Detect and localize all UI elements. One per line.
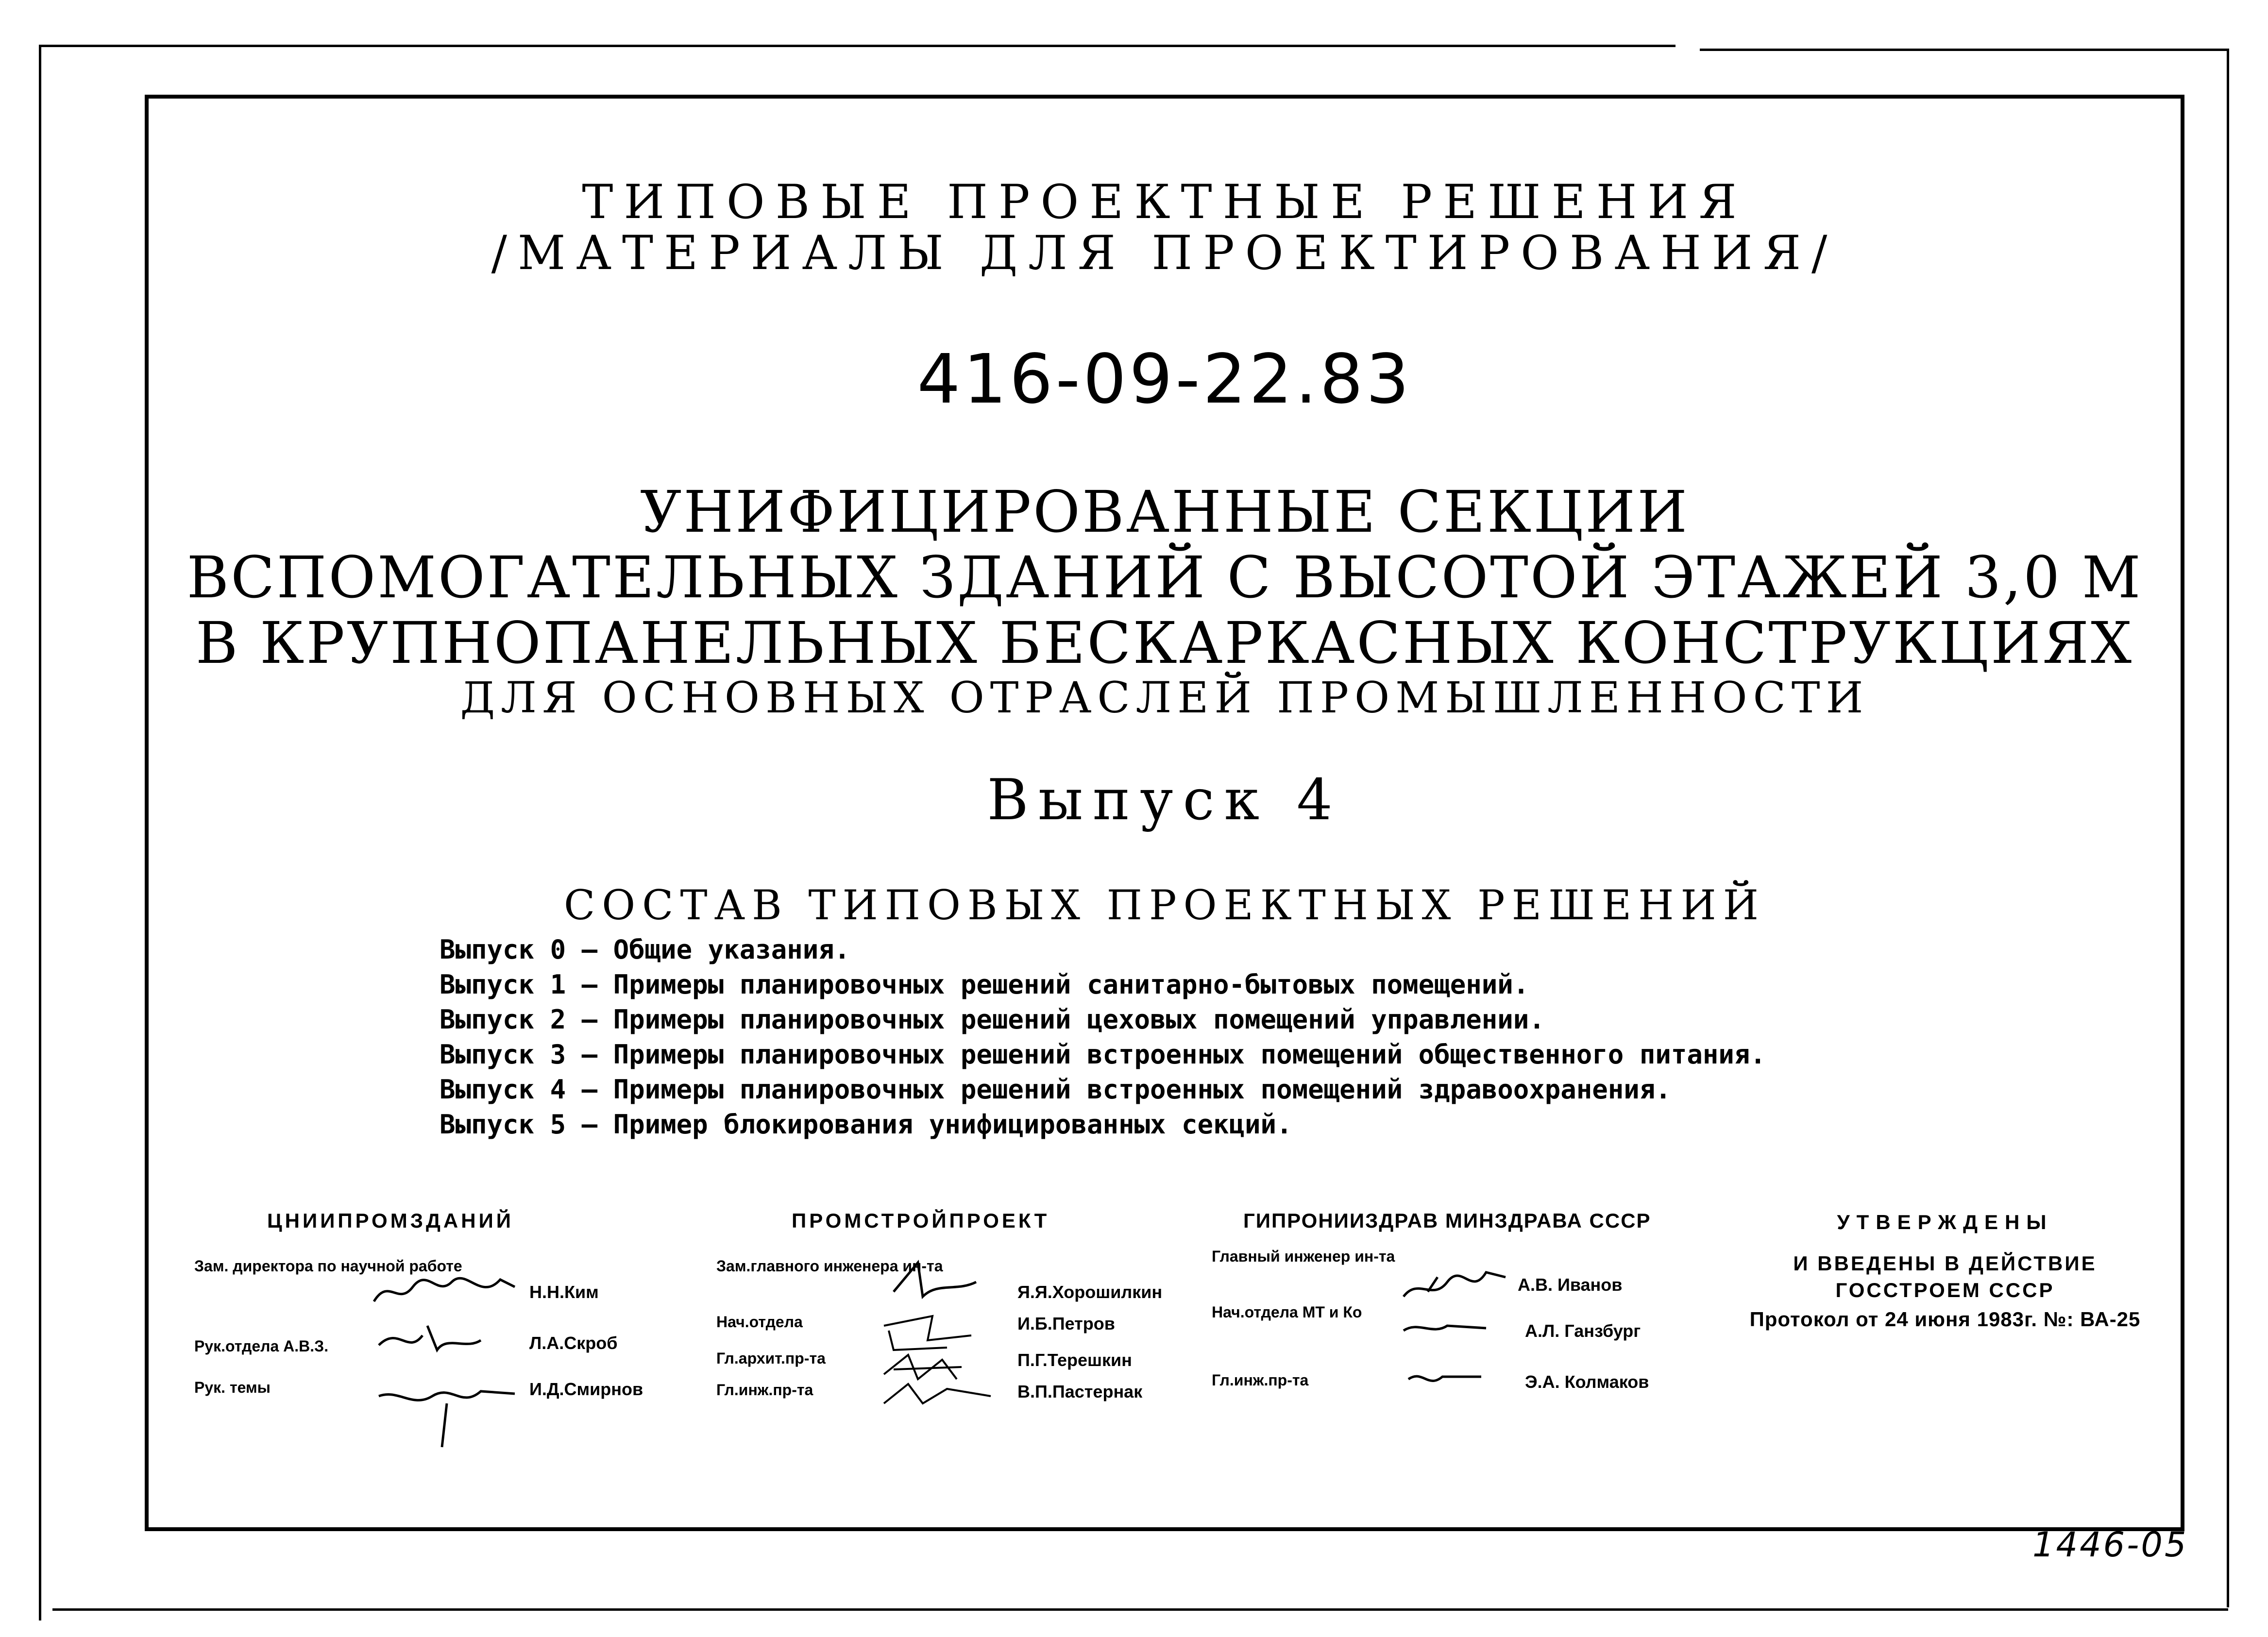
issue-label: Выпуск 4 [987,767,1342,833]
approval-line-1: УТВЕРЖДЕНЫ [1837,1211,2053,1233]
issues-list [440,932,1766,1142]
contents-heading: СОСТАВ ТИПОВЫХ ПРОЕКТНЫХ РЕШЕНИЙ [564,881,1765,929]
org2-position-1: Зам.главного инженера ин-та [716,1257,943,1275]
org2-name-2: И.Б.Петров [1017,1314,1115,1333]
list-item: Выпуск 2 — Примеры планировочных решений цеховых помещений управлении. [440,1004,1545,1035]
org2-name-4: В.П.Пастернак [1017,1382,1143,1401]
org2-name-1: Я.Я.Хорошилкин [1017,1282,1163,1302]
sheet-number: 1446-05 [2032,1525,2188,1565]
approval-line-3: ГОССТРОЕМ СССР [1835,1279,2055,1301]
project-code: 416-09-22.83 [917,340,1412,419]
header-line-1: ТИПОВЫЕ ПРОЕКТНЫЕ РЕШЕНИЯ [582,175,1747,229]
signature-icon [874,1258,1010,1413]
org3-name-3: Э.А. Колмаков [1525,1372,1649,1392]
org2-name-3: П.Г.Терешкин [1017,1350,1132,1370]
title-line-4: ДЛЯ ОСНОВНЫХ ОТРАСЛЕЙ ПРОМЫШЛЕННОСТИ [460,673,1869,723]
outer-border-left [39,45,41,1620]
outer-border-bottom [52,1608,2228,1611]
org1-position-1: Зам. директора по научной работе [194,1257,462,1275]
org2-position-2: Нач.отдела [716,1313,803,1331]
outer-border-top-left [39,45,1676,47]
signature-icon [369,1267,525,1452]
org1-name-2: Л.А.Скроб [529,1333,618,1353]
org1-name-3: И.Д.Смирнов [529,1379,643,1399]
org3-name-2: А.Л. Ганзбург [1525,1321,1641,1341]
org1-position-2: Рук.отдела А.В.З. [194,1337,329,1355]
org2-position-3: Гл.архит.пр-та [716,1350,826,1367]
org3-position-2: Нач.отдела МТ и Ко [1212,1303,1362,1321]
org3-position-1: Главный инженер ин-та [1212,1248,1395,1265]
list-item: Выпуск 4 — Примеры планировочных решений встроенных помещений здравоохранения. [440,1074,1671,1105]
outer-border-top-right [1700,49,2227,51]
approval-line-2: И ВВЕДЕНЫ В ДЕЙСТВИЕ [1793,1252,2097,1275]
list-item: Выпуск 0 — Общие указания. [440,934,850,965]
org3-name: ГИПРОНИИЗДРАВ МИНЗДРАВА СССР [1243,1209,1651,1232]
org3-name-1: А.В. Иванов [1518,1275,1623,1295]
approval-line-4: Протокол от 24 июня 1983г. №: ВА-25 [1749,1308,2141,1331]
list-item: Выпуск 3 — Примеры планировочных решений встроенных помещений общественного питания. [440,1039,1766,1070]
title-line-1: УНИФИЦИРОВАННЫЕ СЕКЦИИ [640,478,1689,545]
org2-name: ПРОМСТРОЙПРОЕКТ [792,1209,1050,1232]
org2-position-4: Гл.инж.пр-та [716,1381,813,1399]
title-line-3: В КРУПНОПАНЕЛЬНЫХ БЕСКАРКАСНЫХ КОНСТРУКЦИЯХ [195,609,2134,676]
signature-icon [1399,1258,1525,1399]
org1-name: ЦНИИПРОМЗДАНИЙ [267,1209,514,1232]
title-line-2: ВСПОМОГАТЕЛЬНЫХ ЗДАНИЙ С ВЫСОТОЙ ЭТАЖЕЙ 3,0 М [186,544,2143,611]
list-item: Выпуск 5 — Пример блокирования унифицированных секций. [440,1109,1292,1140]
outer-border-right [2227,49,2229,1607]
org3-position-3: Гл.инж.пр-та [1212,1371,1309,1389]
header-line-2: /МАТЕРИАЛЫ ДЛЯ ПРОЕКТИРОВАНИЯ/ [491,226,1838,280]
list-item: Выпуск 1 — Примеры планировочных решений санитарно-бытовых помещений. [440,969,1529,1000]
org1-position-3: Рук. темы [194,1379,271,1396]
org1-name-1: Н.Н.Ким [529,1282,599,1302]
